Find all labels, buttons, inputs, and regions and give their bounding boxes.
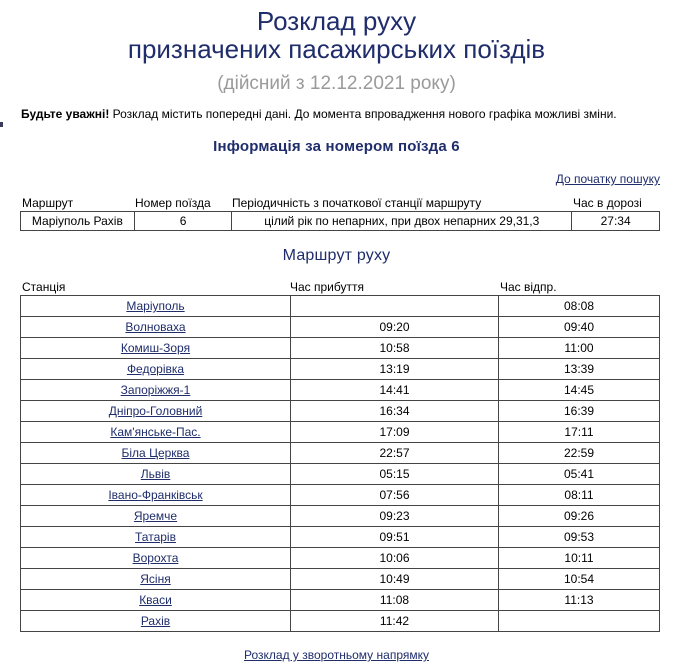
info-train-number: 6 <box>134 212 232 231</box>
station-link[interactable]: Комиш-Зоря <box>120 341 191 355</box>
station-cell <box>21 506 291 527</box>
station-link[interactable]: Волноваха <box>125 320 186 334</box>
col-train-number: Номер поїзда <box>135 196 211 210</box>
station-link[interactable]: Федорівка <box>126 362 185 376</box>
station-link[interactable]: Дніпро-Головний <box>108 404 203 418</box>
arrival-cell: 11:08 <box>291 590 499 611</box>
table-row <box>21 359 660 380</box>
station-cell <box>21 443 291 464</box>
station-link[interactable]: Ясіня <box>140 572 171 586</box>
arrival-cell <box>291 296 499 317</box>
station-cell <box>21 569 291 590</box>
table-row <box>21 569 660 590</box>
info-table <box>20 211 660 231</box>
notice-bold: Будьте уважні! <box>21 107 110 121</box>
station-cell <box>21 422 291 443</box>
info-table-header <box>20 195 660 211</box>
station-cell <box>21 359 291 380</box>
table-row <box>21 296 660 317</box>
departure-cell: 09:40 <box>499 317 660 338</box>
col-periodicity: Періодичність з початкової станції маршруту <box>232 196 482 210</box>
col-travel-time: Час в дорозі <box>573 196 642 210</box>
arrival-cell: 11:42 <box>291 611 499 632</box>
arrival-cell: 22:57 <box>291 443 499 464</box>
station-cell <box>21 296 291 317</box>
to-start-link[interactable]: До початку пошуку <box>555 172 660 186</box>
station-link[interactable]: Яремче <box>133 509 178 523</box>
table-row <box>21 464 660 485</box>
departure-cell: 08:08 <box>499 296 660 317</box>
station-cell <box>21 485 291 506</box>
table-row <box>21 611 660 632</box>
station-cell <box>21 527 291 548</box>
departure-cell: 08:11 <box>499 485 660 506</box>
station-cell <box>21 590 291 611</box>
route-section-title: Маршрут руху <box>282 247 391 264</box>
info-periodicity: цілий рік по непарних, при двох непарних 29,31,3 <box>232 212 572 231</box>
notice-text: Розклад містить попередні дані. До момента впровадження нового графіка можливі зміни. <box>109 107 617 121</box>
station-cell <box>21 338 291 359</box>
page-title-line1: Розклад руху <box>256 6 417 36</box>
info-travel-time: 27:34 <box>572 212 660 231</box>
table-row <box>21 548 660 569</box>
table-row <box>21 422 660 443</box>
departure-cell: 14:45 <box>499 380 660 401</box>
station-link[interactable]: Татарів <box>135 530 176 544</box>
route-table <box>20 295 660 632</box>
table-row <box>21 590 660 611</box>
arrival-cell: 07:56 <box>291 485 499 506</box>
station-link[interactable]: Кваси <box>139 593 172 607</box>
arrival-cell: 16:34 <box>291 401 499 422</box>
station-link[interactable]: Кам'янське-Пас. <box>110 425 201 439</box>
table-row <box>21 527 660 548</box>
table-row <box>21 443 660 464</box>
table-row <box>21 338 660 359</box>
station-link[interactable]: Маріуполь <box>126 299 185 313</box>
departure-cell: 22:59 <box>499 443 660 464</box>
station-link[interactable]: Ворохта <box>132 551 179 565</box>
departure-cell: 11:00 <box>499 338 660 359</box>
departure-cell: 17:11 <box>499 422 660 443</box>
station-link[interactable]: Львів <box>140 467 171 481</box>
station-link[interactable]: Біла Церква <box>121 446 190 460</box>
page-title-line2: призначених пасажирських поїздів <box>127 34 546 64</box>
arrival-cell: 14:41 <box>291 380 499 401</box>
station-cell <box>21 464 291 485</box>
info-section-title: Інформація за номером поїзда 6 <box>213 138 460 155</box>
departure-cell <box>499 611 660 632</box>
table-row <box>21 401 660 422</box>
col-arrival: Час прибуття <box>290 280 364 294</box>
station-cell <box>21 548 291 569</box>
notice <box>21 106 617 122</box>
table-row <box>21 317 660 338</box>
departure-cell: 10:11 <box>499 548 660 569</box>
col-route: Маршрут <box>22 196 74 210</box>
station-cell <box>21 401 291 422</box>
station-link[interactable]: Івано-Франківськ <box>108 488 203 502</box>
station-link[interactable]: Рахів <box>140 614 171 628</box>
arrival-cell: 13:19 <box>291 359 499 380</box>
departure-cell: 05:41 <box>499 464 660 485</box>
departure-cell: 11:13 <box>499 590 660 611</box>
departure-cell: 13:39 <box>499 359 660 380</box>
arrival-cell: 05:15 <box>291 464 499 485</box>
table-row <box>21 506 660 527</box>
edge-marker <box>0 122 3 127</box>
col-station: Станція <box>22 280 66 294</box>
table-row <box>21 485 660 506</box>
departure-cell: 09:26 <box>499 506 660 527</box>
route-table-header <box>20 279 660 295</box>
col-departure: Час відпр. <box>500 280 557 294</box>
info-route: Маріуполь Рахів <box>21 212 135 231</box>
departure-cell: 10:54 <box>499 569 660 590</box>
arrival-cell: 09:51 <box>291 527 499 548</box>
departure-cell: 09:53 <box>499 527 660 548</box>
arrival-cell: 09:20 <box>291 317 499 338</box>
arrival-cell: 10:49 <box>291 569 499 590</box>
departure-cell: 16:39 <box>499 401 660 422</box>
arrival-cell: 10:58 <box>291 338 499 359</box>
info-row <box>21 212 660 231</box>
station-cell <box>21 611 291 632</box>
station-link[interactable]: Запоріжжя-1 <box>120 383 191 397</box>
station-cell <box>21 380 291 401</box>
arrival-cell: 10:06 <box>291 548 499 569</box>
table-row <box>21 380 660 401</box>
station-cell <box>21 317 291 338</box>
reverse-direction-link[interactable]: Розклад у зворотньому напрямку <box>244 648 429 662</box>
arrival-cell: 17:09 <box>291 422 499 443</box>
valid-from-date: (дійсний з 12.12.2021 року) <box>217 73 456 94</box>
arrival-cell: 09:23 <box>291 506 499 527</box>
